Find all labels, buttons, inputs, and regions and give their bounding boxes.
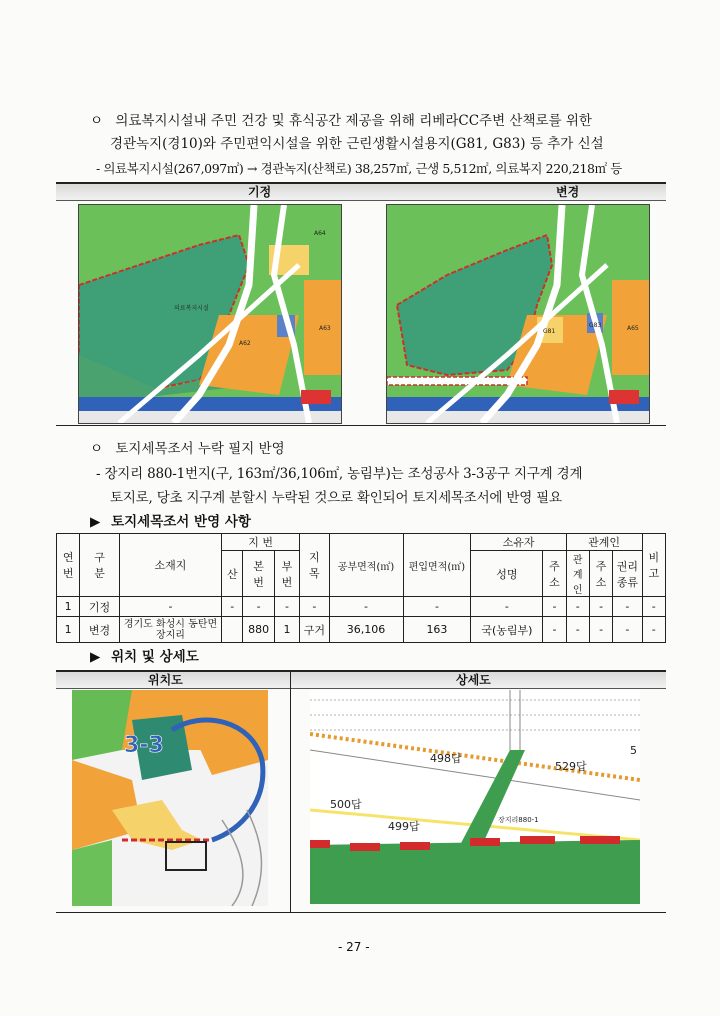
label-parcel: 장지리880-1 [498, 816, 539, 824]
section1-line3: - 의료복지시설(267,097㎡) → 경관녹지(산책로) 38,257㎡, 근생 5,512㎡, 의료복지 220,218㎡ 등 [96, 161, 622, 176]
map-section-bottom-rule [56, 912, 666, 913]
label-a65: A65 [627, 325, 639, 332]
map-section-title: ▶ 위치 및 상세도 [90, 649, 199, 665]
label-a62: A62 [239, 340, 251, 347]
label-500: 500답 [330, 798, 362, 811]
label-g81: G81 [543, 328, 556, 335]
th-relation: 관계인 [566, 534, 642, 551]
detail-label: 상세도 [456, 673, 491, 687]
section2-line1: - 장지리 880-1번지(구, 163㎡/36,106㎡, 농림부)는 조성공사 3-3공구 지구계 경계 [96, 466, 583, 482]
after-label: 변경 [556, 185, 580, 199]
map-panels-divider [290, 670, 291, 912]
th-area: 공부면적(㎡) [329, 534, 403, 597]
th-incl: 편입면적(㎡) [403, 534, 471, 597]
th-name: 성명 [471, 551, 543, 597]
label-zone: 3-3 [124, 733, 164, 758]
th-right: 권리종류 [613, 551, 642, 597]
th-jibun: 지 번 [222, 534, 300, 551]
bullet-circle-2: ㅇ [90, 441, 104, 457]
location-map [72, 690, 268, 906]
location-label: 위치도 [148, 673, 183, 687]
label-529: 529답 [555, 760, 587, 773]
maps-bottom-rule [56, 425, 666, 426]
th-owner: 소유자 [471, 534, 566, 551]
label-a64: A64 [314, 230, 326, 237]
section1-line2: 경관녹지(경10)와 주민편익시설을 위한 근린생활시설용지(G81, G83) 등 추가 신설 [110, 136, 604, 152]
detail-map [310, 690, 640, 904]
before-label: 기정 [248, 185, 272, 199]
th-addr: 주소 [543, 551, 566, 597]
th-rel: 관계인 [566, 551, 589, 597]
label-g83: G83 [589, 322, 602, 329]
th-jimok: 지목 [300, 534, 329, 597]
map-before [78, 204, 342, 424]
th-bon: 본번 [243, 551, 274, 597]
label-499: 499답 [388, 820, 420, 833]
th-san: 산 [222, 551, 243, 597]
th-note: 비고 [642, 534, 665, 597]
th-bu: 부번 [274, 551, 299, 597]
th-gubun: 구분 [80, 534, 120, 597]
bullet-circle: ㅇ [90, 113, 104, 129]
map-section-header-bar [56, 670, 666, 689]
compare-header-bar [56, 182, 666, 201]
th-raddr: 주소 [589, 551, 612, 597]
section2-line2: 토지로, 당초 지구계 분할시 누락된 것으로 확인되어 토지세목조서에 반영 필요 [110, 490, 562, 506]
section1-line1: ㅇ 의료복지시설내 주민 건강 및 휴식공간 제공을 위해 리베라CC주변 산책로를 위한 [90, 113, 592, 129]
map-after [386, 204, 650, 424]
th-loc: 소재지 [119, 534, 221, 597]
table-row: 1 기정 - - - - - - - - - - - - - [57, 597, 666, 617]
table-section-title: ▶ 토지세목조서 반영 사항 [90, 514, 251, 530]
label-edge: 5 [630, 744, 637, 757]
label-a63: A63 [319, 325, 331, 332]
page-number: - 27 - [338, 940, 370, 954]
th-no: 연번 [57, 534, 80, 597]
section2-title: ㅇ 토지세목조서 누락 필지 반영 [90, 441, 285, 457]
label-welfare: 의료복지시설 [174, 305, 209, 312]
table-row: 1 변경 경기도 화성시 동탄면 장지리 880 1 구거 36,106 163 국(농림부) - - - - - [57, 617, 666, 643]
land-table [56, 533, 666, 643]
label-498: 498답 [430, 752, 462, 765]
